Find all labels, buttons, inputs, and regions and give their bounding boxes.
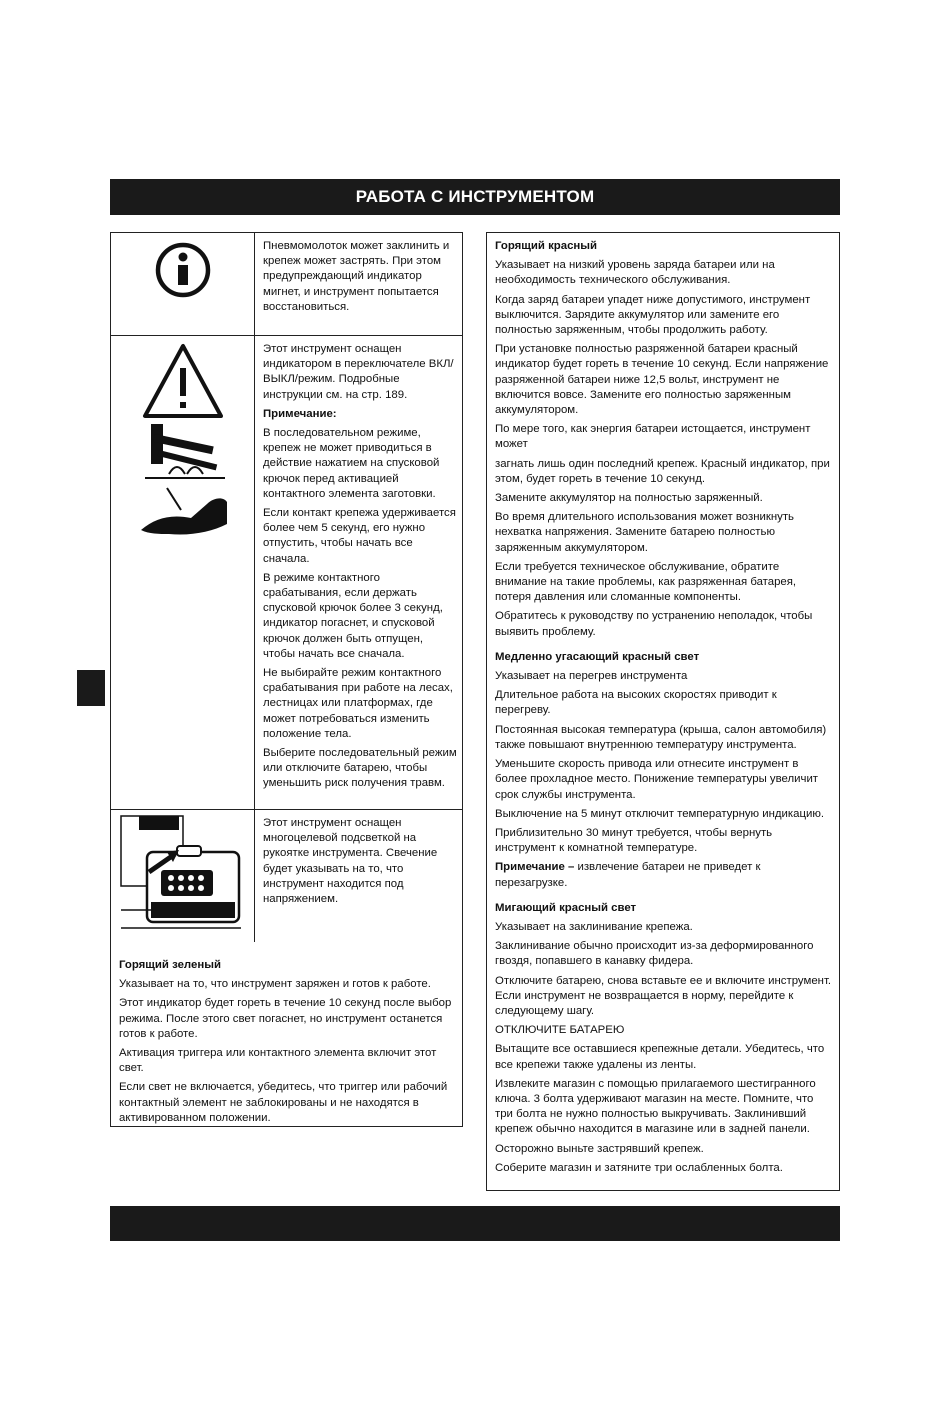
paragraph: Когда заряд батареи упадет ниже допустимого, инструмент выключится. Зарядите аккумулятор или замените его полностью заряженным, чтобы продолжить работу. xyxy=(495,293,811,337)
paragraph: Пневмомолоток может заклинить и крепеж может застрять. При этом xyxy=(263,240,450,268)
section-heading: Горящий красный xyxy=(495,240,598,252)
paragraph: загнать лишь один последний крепеж. Красный индикатор, при этом, будет гореть в течение 10 секунд. xyxy=(495,457,830,485)
paragraph: Вытащите все оставшиеся крепежные детали. Убедитесь, что все крепежи также удалены из ленты. xyxy=(495,1043,825,1071)
paragraph: Активация триггера или контактного элемента включит этот свет. xyxy=(119,1047,437,1075)
paragraph: Извлеките магазин с помощью прилагаемого шестигранного ключа. 3 болта удерживают магазин на месте. Помните, что три болта не нужно полностью выкручивать. Заклинивший крепеж обычно находится в магазине или в задней панели. xyxy=(495,1077,816,1136)
paragraph: Заклинивание обычно происходит из-за деформированного гвоздя, попавшего в канавку фидера. xyxy=(495,940,814,968)
paragraph: Постоянная высокая температура (крыша, салон автомобиля) также повышают внутреннюю температуру инструмента. xyxy=(495,723,827,751)
section-heading: Горящий зеленый xyxy=(119,959,221,971)
paragraph: Замените аккумулятор на полностью заряженный. xyxy=(495,492,763,505)
paragraph: Приблизительно 30 минут требуется, чтобы вернуть инструмент к комнатной температуре. xyxy=(495,826,773,855)
indicator-side-text xyxy=(263,816,457,911)
paragraph: Этот инструмент оснащен многоцелевой подсветкой на рукоятке инструмента. Свечение будет указывать на то, что инструмент находится под напряжением. xyxy=(263,817,438,906)
paragraph: Если требуется техническое обслуживание, обратите внимание на такие проблемы, как разряженная батарея, потеря давления или сломанные компоненты. xyxy=(495,560,797,604)
page-title: РАБОТА С ИНСТРУМЕНТОМ xyxy=(355,187,595,206)
paragraph: Этот инструмент оснащен индикатором в переключателе ВКЛ/ВЫКЛ/режим. Подробные инструкции см. на стр. 189. xyxy=(263,343,454,401)
nailer-tool-icon xyxy=(111,422,255,484)
left-info-table xyxy=(110,232,463,1127)
footer-bar xyxy=(110,1206,840,1241)
tool-indicator-illustration xyxy=(111,810,254,942)
hand-icon xyxy=(111,484,255,540)
icon-cell xyxy=(111,336,255,809)
paragraph: Указывает на заклинивание крепежа. xyxy=(495,920,693,933)
paragraph: Указывает на низкий уровень заряда батареи или на необходимость технического обслуживания. xyxy=(495,259,775,287)
warning-row xyxy=(111,336,462,810)
paragraph: Уменьшите скорость привода или отнесите инструмент в более прохладное место. Понижение температуры увеличит срок службы инструмента. xyxy=(495,758,819,801)
warning-text xyxy=(263,342,457,796)
paragraph: Указывает на перегрев инструмента xyxy=(495,670,688,683)
paragraph: ОТКЛЮЧИТЕ БАТАРЕЮ xyxy=(495,1024,625,1037)
section-heading: Медленно угасающий красный свет xyxy=(495,650,700,663)
warning-icon xyxy=(111,342,255,422)
paragraph: В режиме контактного срабатывания, если держать спусковой крючок более 3 секунд, индикатор погаснет, и спусковой крючок должен быть отпущен, чтобы начать все сначала. xyxy=(263,571,443,660)
paragraph: Осторожно выньте застрявший крепеж. xyxy=(495,1142,704,1155)
note-label: Примечание – xyxy=(495,861,575,874)
paragraph: Длительное работа на высоких скоростях приводит к перегреву. xyxy=(495,689,777,717)
icon-cell xyxy=(111,810,255,942)
paragraph: Обратитесь к руководству по устранению неполадок, чтобы выявить проблему. xyxy=(495,610,813,638)
info-text xyxy=(263,239,457,319)
note-paragraph xyxy=(495,860,833,890)
paragraph: Этот индикатор будет гореть в течение 10 секунд после выбор режима. После этого свет погаснет, но инструмент останется готов к работе. xyxy=(119,997,452,1040)
paragraph: Выключение на 5 минут отключит температурную индикацию. xyxy=(495,807,825,820)
right-info-table xyxy=(486,232,840,1191)
section-heading: Мигающий красный свет xyxy=(495,901,637,914)
paragraph: Соберите магазин и затяните три ослабленных болта. xyxy=(495,1161,783,1174)
indicator-row xyxy=(111,810,462,1126)
paragraph: В последовательном режиме, крепеж не может приводиться в действие нажатием на спусковой крючок перед активацией контактного элемента заготовки. xyxy=(263,427,440,500)
side-tab-marker xyxy=(77,670,105,706)
note-label: Примечание: xyxy=(263,407,337,420)
paragraph: Во время длительного использования может возникнуть нехватка напряжения. Замените батарею полностью заряженным аккумулятором. xyxy=(495,511,794,554)
paragraph: предупреждающий индикатор мигнет, и инструмент попытается восстановиться. xyxy=(263,270,439,313)
paragraph: Не выбирайте режим контактного срабатывания при работе на лесах, лестницах или платформах, где может потребоваться изменить положение тела. xyxy=(263,667,453,740)
paragraph: Отключите батарею, снова вставьте ее и включите инструмент. Если инструмент не возвращается в норму, перейдите к следующему шагу. xyxy=(495,974,832,1017)
info-icon xyxy=(111,233,255,336)
note-text: извлечение батареи не приведет к перезагрузке. xyxy=(495,861,761,889)
info-row xyxy=(111,233,462,336)
right-text-column xyxy=(495,239,833,1180)
icon-cell xyxy=(111,233,255,335)
paragraph: При установке полностью разряженной батареи красный индикатор будет гореть в течение 10 секунд. Если напряжение разряженной батареи ниже 12,5 вольт, инструмент не включится вовсе. Замените его полностью заряженным аккумулятором. xyxy=(495,343,829,417)
paragraph: Если свет не включается, убедитесь, что триггер или рабочий контактный элемент не заблокированы и не находятся в активированном положении. xyxy=(119,1081,448,1124)
paragraph: Если контакт крепежа удерживается более чем 5 секунд, его нужно отпустить, чтобы начать все сначала. xyxy=(263,507,456,565)
paragraph: По мере того, как энергия батареи истощается, инструмент может xyxy=(495,423,811,451)
section-banner xyxy=(110,179,840,215)
paragraph: Указывает на то, что инструмент заряжен и готов к работе. xyxy=(119,978,431,991)
paragraph: Выберите последовательный режим или отключите батарею, чтобы уменьшить риск получения травм. xyxy=(263,747,457,790)
green-light-section xyxy=(119,958,457,1130)
